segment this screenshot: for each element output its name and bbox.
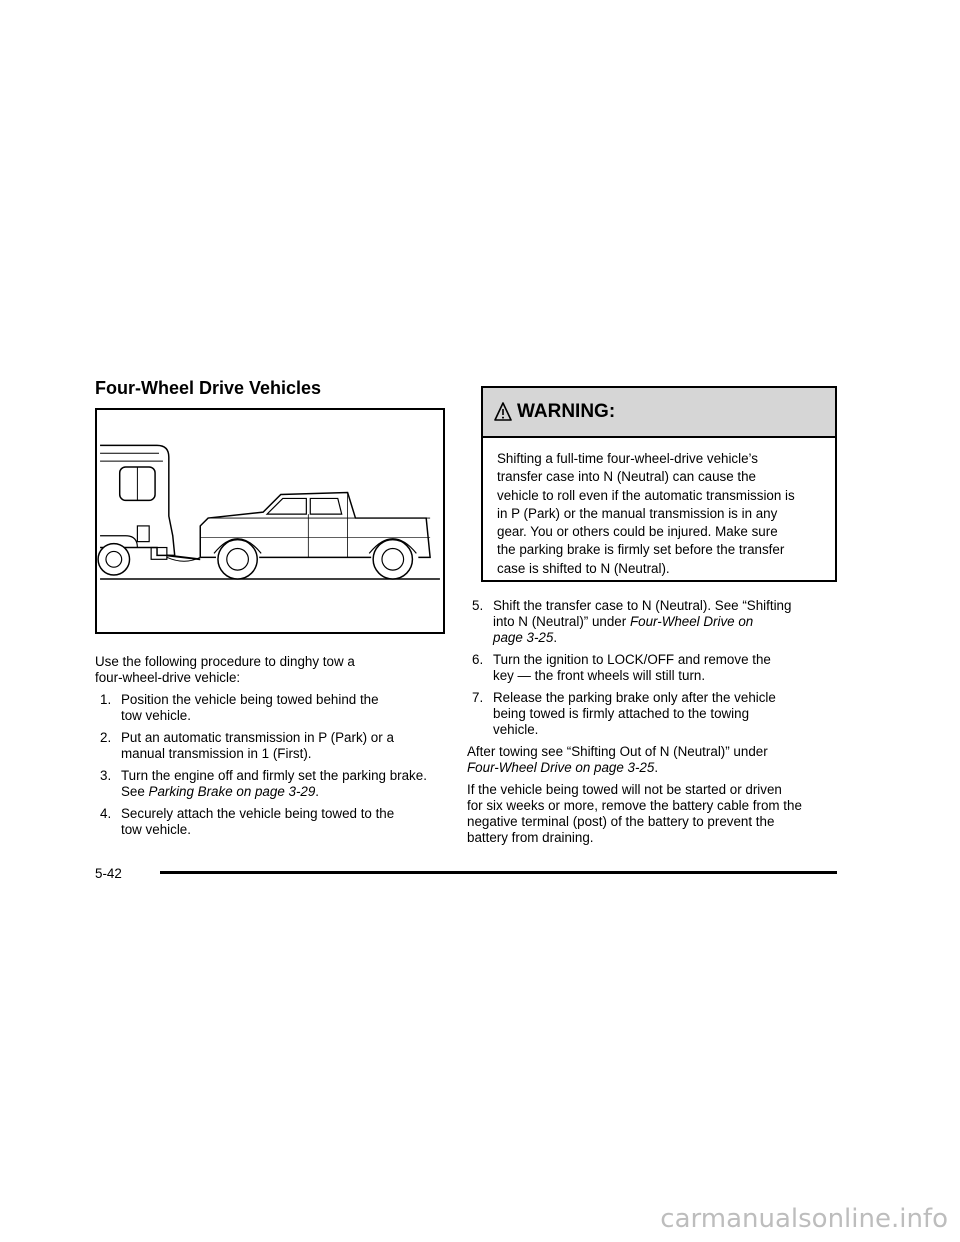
- step-text: Put an automatic transmission in P (Park) or a: [121, 730, 394, 745]
- step-text: See: [121, 784, 149, 799]
- closing-line: If the vehicle being towed will not be started or driven: [467, 782, 782, 797]
- after-towing-paragraph: [467, 744, 837, 776]
- intro-line-2: four-wheel-drive vehicle:: [95, 670, 241, 685]
- step-5: [467, 598, 837, 646]
- step-text: Release the parking brake only after the vehicle: [493, 690, 776, 705]
- step-text: tow vehicle.: [121, 822, 191, 837]
- step-text: Turn the ignition to LOCK/OFF and remove the: [493, 652, 771, 667]
- step-6: [467, 652, 837, 684]
- step-number: 7.: [472, 690, 484, 705]
- step-2: [95, 730, 455, 762]
- step-text: Position the vehicle being towed behind the: [121, 692, 379, 707]
- parking-brake-reference-link[interactable]: Parking Brake on page 3-29: [148, 784, 316, 799]
- warning-line: case is shifted to N (Neutral).: [497, 560, 670, 576]
- step-4: [95, 806, 455, 838]
- closing-line: battery from draining.: [467, 830, 594, 845]
- tow-diagram-icon: [97, 410, 443, 632]
- watermark: carmanualsonline.info: [660, 1204, 948, 1234]
- step-number: 2.: [100, 730, 112, 745]
- four-wheel-drive-reference-link[interactable]: page 3-25: [493, 630, 554, 645]
- step-number: 5.: [472, 598, 484, 613]
- intro-paragraph: [95, 654, 455, 686]
- warning-line: gear. You or others could be injured. Make sure: [497, 524, 778, 540]
- step-text: vehicle.: [493, 722, 539, 737]
- battery-paragraph: [467, 782, 837, 846]
- step-text: .: [315, 784, 320, 799]
- warning-box: [481, 386, 837, 582]
- warning-line: transfer case into N (Neutral) can cause the: [497, 469, 757, 485]
- footer-rule: [160, 871, 837, 874]
- step-text: .: [553, 630, 558, 645]
- step-text: Securely attach the vehicle being towed to the: [121, 806, 395, 821]
- step-3: [95, 768, 455, 800]
- warning-triangle-icon: [493, 401, 513, 423]
- steps-list-left: [95, 692, 455, 838]
- warning-header: [483, 388, 835, 438]
- dinghy-tow-illustration: [95, 408, 445, 634]
- warning-line: the parking brake is firmly set before the transfer: [497, 542, 785, 558]
- step-text: into N (Neutral)” under: [493, 614, 630, 629]
- step-number: 6.: [472, 652, 484, 667]
- step-text: tow vehicle.: [121, 708, 191, 723]
- warning-text: [483, 438, 835, 578]
- step-text: key — the front wheels will still turn.: [493, 668, 706, 683]
- step-text: being towed is firmly attached to the towing: [493, 706, 750, 721]
- steps-list-right: [467, 598, 837, 738]
- warning-line: Shifting a full-time four-wheel-drive vehicle’s: [497, 451, 758, 466]
- step-number: 4.: [100, 806, 112, 821]
- after-text: After towing see “Shifting Out of N (Neutral)” under: [467, 744, 768, 759]
- warning-line: vehicle to roll even if the automatic transmission is: [497, 487, 795, 503]
- step-text: manual transmission in 1 (First).: [121, 746, 312, 761]
- closing-line: for six weeks or more, remove the battery cable from the: [467, 798, 802, 813]
- closing-line: negative terminal (post) of the battery to prevent the: [467, 814, 775, 829]
- left-column: [95, 654, 455, 844]
- warning-line: in P (Park) or the manual transmission is in any: [497, 505, 778, 521]
- warning-title: WARNING:: [517, 401, 616, 422]
- step-number: 3.: [100, 768, 112, 783]
- right-column: [467, 598, 837, 852]
- step-7: [467, 690, 837, 738]
- step-number: 1.: [100, 692, 112, 707]
- step-text: Turn the engine off and firmly set the parking brake.: [121, 768, 427, 783]
- page-number: 5-42: [95, 866, 122, 881]
- after-four-wheel-drive-link[interactable]: Four-Wheel Drive on page 3-25: [467, 760, 655, 775]
- intro-line-1: Use the following procedure to dinghy tow a: [95, 654, 355, 669]
- after-text: .: [654, 760, 659, 775]
- step-text: Shift the transfer case to N (Neutral). See “Shifting: [493, 598, 792, 613]
- four-wheel-drive-reference-link[interactable]: Four-Wheel Drive on: [629, 614, 754, 629]
- step-1: [95, 692, 455, 724]
- section-heading: Four-Wheel Drive Vehicles: [95, 378, 322, 398]
